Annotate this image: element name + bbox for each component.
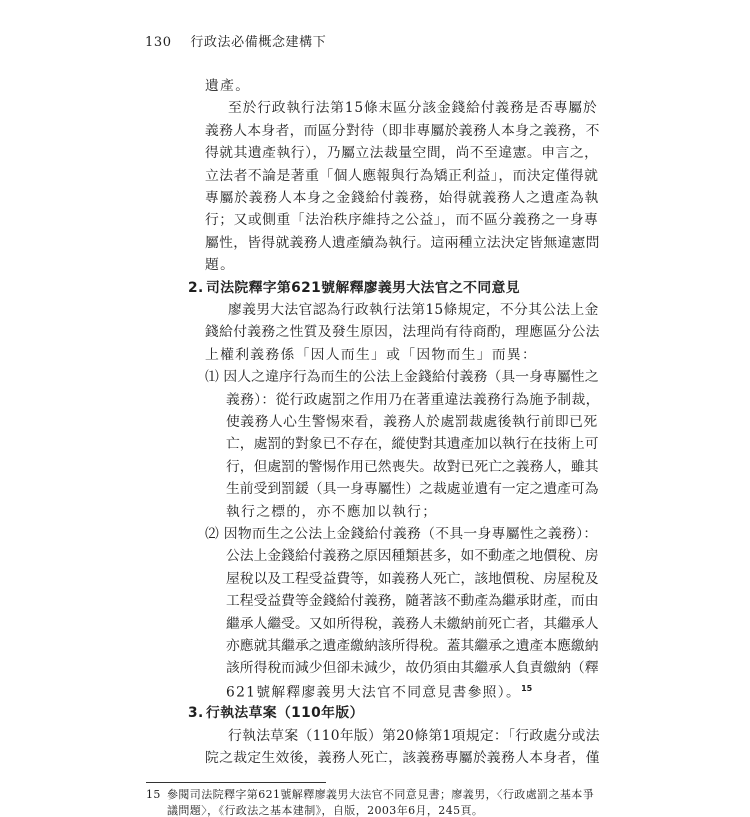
list-item-line: ⑴ 因人之違序行為而生的公法上金錢給付義務（具一身專屬性之 bbox=[205, 369, 599, 386]
body-line: 廖義男大法官認為行政執行法第15條規定，不分其公法上金 bbox=[228, 302, 599, 318]
list-item-line: 工程受益費等金錢給付義務，隨著該不動產為繼承財產，而由 bbox=[226, 593, 599, 610]
list-item-line: 執行之標的，亦不應加以執行； bbox=[226, 503, 438, 520]
section-number: 3. bbox=[188, 705, 204, 722]
list-item-line: 亦應就其繼承之遺產繳納該所得稅。蓋其繼承之遺產本應繳納 bbox=[226, 638, 599, 654]
section-title: 行執法草案（110年版） bbox=[206, 705, 364, 722]
list-item-line: 生前受到罰鍰（具一身專屬性）之裁處並遺有一定之遺產可為 bbox=[226, 481, 599, 498]
page-number: 130 bbox=[145, 35, 172, 50]
list-item-text: 621號解釋廖義男大法官不同意見書參照）。 bbox=[226, 684, 522, 701]
body-line: 屬性，皆得就義務人遺產續為執行。這兩種立法決定皆無違憲問 bbox=[205, 234, 600, 251]
list-item-line: 繼承人繼受。又如所得稅，義務人未繳納前死亡者，其繼承人 bbox=[226, 615, 599, 632]
body-line: 行執法草案（110年版）第20條第1項規定：「行政處分或法 bbox=[228, 727, 600, 744]
section-title: 司法院釋字第621號解釋廖義男大法官之不同意見 bbox=[206, 279, 520, 296]
list-item-line: 屋稅以及工程受益費等，如義務人死亡，該地價稅、房屋稅及 bbox=[226, 570, 599, 587]
body-line: 得就其遺產執行），乃屬立法裁量空間，尚不至違憲。申言之， bbox=[205, 145, 599, 162]
list-item-line: 亡，處罰的對象已不存在，縱使對其遺產加以執行在技術上可 bbox=[226, 436, 599, 453]
footnote-text: 參閱司法院釋字第621號解釋廖義男大法官不同意見書；廖義男，〈行政處罰之基本爭 bbox=[167, 788, 595, 802]
body-line: 專屬於義務人本身之金錢給付義務，始得就義務人之遺產為執 bbox=[205, 190, 600, 206]
list-item-line: 行，但處罰的警惕作用已然喪失。故對已死亡之義務人，雖其 bbox=[226, 458, 599, 475]
list-item-line: 該所得稅而減少但卻未減少，故仍須由其繼承人負責繳納（釋 bbox=[226, 660, 599, 677]
list-item-line: ⑵ 因物而生之公法上金錢給付義務（不具一身專屬性之義務）： bbox=[205, 526, 598, 542]
body-line: 上權利義務係「因人而生」或「因物而生」而異： bbox=[205, 346, 538, 363]
list-item-line: 公法上金錢給付義務之原因種類甚多，如不動產之地價稅、房 bbox=[226, 548, 599, 565]
footnote-reference: 15 bbox=[521, 683, 533, 693]
running-header bbox=[145, 31, 326, 50]
list-item-line: 使義務人心生警惕來看，義務人於處罰裁處後執行前即已死 bbox=[226, 414, 598, 430]
footnote-text-continued: 議問題〉，《行政法之基本建制》，自版，2003年6月，245頁。 bbox=[167, 804, 484, 817]
list-item-line bbox=[226, 685, 532, 700]
section-heading bbox=[188, 707, 364, 721]
body-line: 院之裁定生效後，義務人死亡，該義務專屬於義務人本身者，僅 bbox=[205, 750, 600, 766]
body-line: 立法者不論是著重「個人應報與行為矯正利益」，而決定僅得就 bbox=[205, 167, 599, 184]
body-line: 題。 bbox=[205, 257, 236, 274]
footnote-divider bbox=[146, 782, 326, 783]
body-line: 義務人本身者，而區分對待（即非專屬於義務人本身之義務，不 bbox=[205, 122, 600, 139]
body-line: 錢給付義務之性質及發生原因，法理尚有待商酌，理應區分公法 bbox=[205, 324, 600, 341]
section-heading bbox=[188, 279, 520, 296]
footnote-number: 15 bbox=[146, 788, 161, 802]
book-title: 行政法必備概念建構下 bbox=[190, 35, 327, 50]
footnote bbox=[146, 789, 594, 800]
body-line: 至於行政執行法第15條末區分該金錢給付義務是否專屬於 bbox=[228, 100, 598, 117]
list-item-line: 義務）：從行政處罰之作用乃在著重違法義務行為施予制裁， bbox=[226, 391, 600, 408]
section-number: 2. bbox=[188, 279, 204, 296]
body-line: 遺產。 bbox=[205, 78, 251, 94]
body-line: 行；又或側重「法治秩序維持之公益」，而不區分義務之一身專 bbox=[205, 212, 599, 229]
